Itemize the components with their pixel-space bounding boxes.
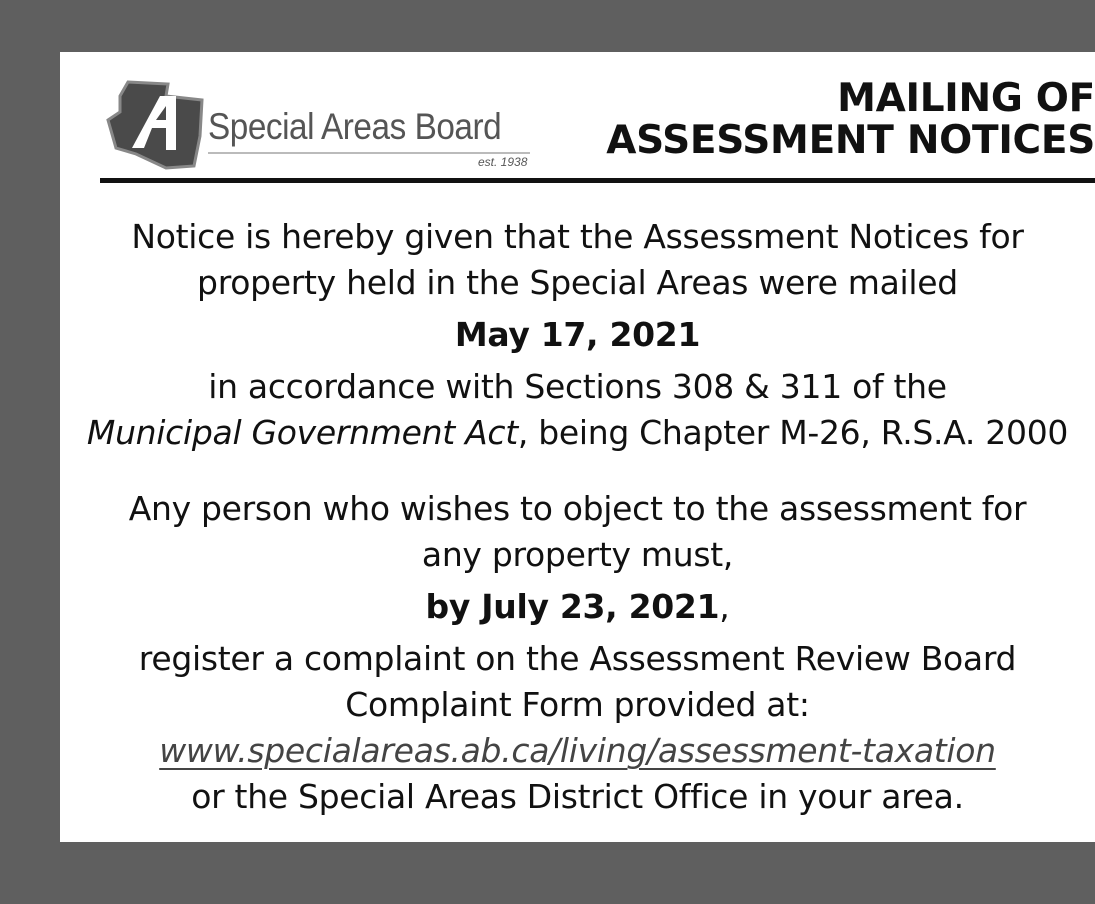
notice-line: Any person who wishes to object to the assessment for [128, 489, 1027, 528]
complaint-form-link[interactable]: www.specialareas.ab.ca/living/assessment-taxation [159, 731, 996, 770]
paragraph-gap [60, 456, 1095, 486]
logo-underline [208, 152, 530, 154]
deadline-line [60, 584, 1095, 630]
special-areas-logo-icon [106, 76, 206, 171]
notice-line: property held in the Special Areas were mailed [197, 263, 958, 302]
logo [106, 76, 536, 171]
deadline-comma: , [719, 587, 730, 626]
notice-line: register a complaint on the Assessment Review Board [138, 639, 1017, 678]
title-line-1: MAILING OF [837, 76, 1095, 121]
notice-line: Complaint Form provided at: [345, 685, 810, 724]
notice-line: in accordance with Sections 308 & 311 of the [208, 367, 947, 406]
page-title [606, 78, 1095, 162]
title-line-2: ASSESSMENT NOTICES [606, 118, 1095, 163]
notice-line: Notice is hereby given that the Assessment Notices for [131, 217, 1024, 256]
mail-date: May 17, 2021 [454, 315, 701, 354]
deadline-date: by July 23, 2021 [425, 587, 720, 626]
act-reference [60, 410, 1095, 456]
logo-established: est. 1938 [478, 155, 528, 169]
url-line [60, 728, 1095, 774]
notice-line: any property must, [421, 535, 734, 574]
notice-body [60, 214, 1095, 820]
header-divider [100, 178, 1095, 183]
logo-name: Special Areas Board [208, 106, 502, 147]
notice-line: or the Special Areas District Office in your area. [191, 777, 964, 816]
act-name: Municipal Government Act [86, 413, 518, 452]
act-rest: , being Chapter M-26, R.S.A. 2000 [517, 413, 1069, 452]
notice-panel [60, 52, 1095, 842]
